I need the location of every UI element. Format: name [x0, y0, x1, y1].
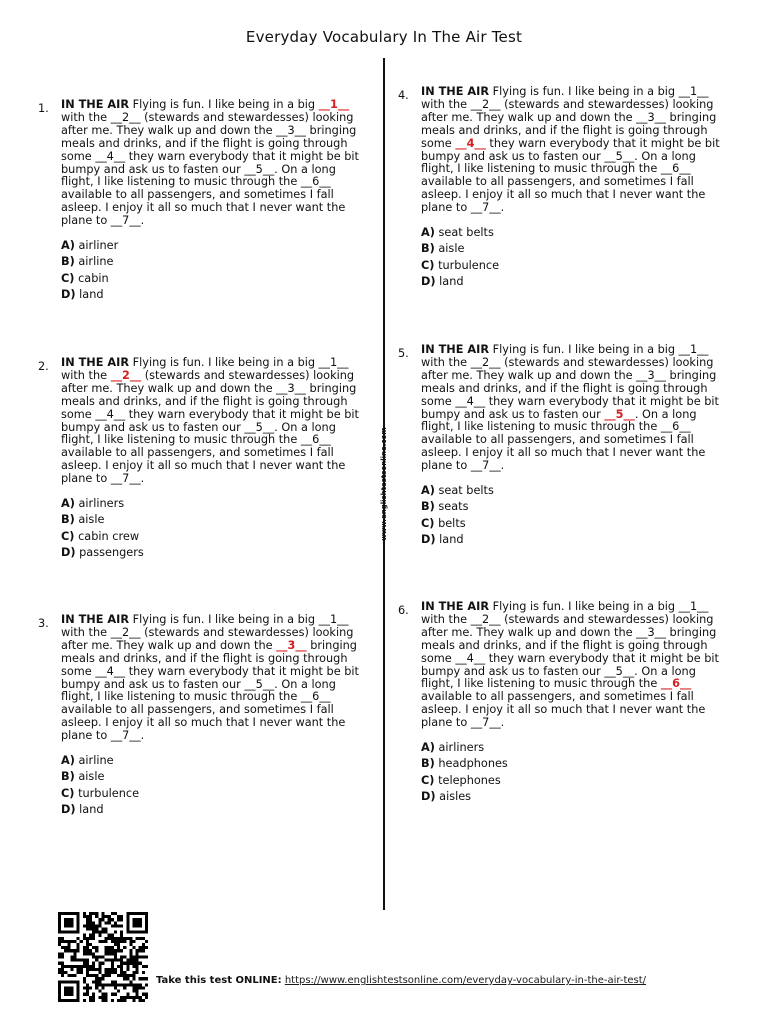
answer-option[interactable] — [61, 802, 371, 818]
blank: __2__ — [110, 625, 141, 639]
blank: __3__ — [276, 381, 306, 395]
highlighted-blank: __1__ — [318, 98, 350, 111]
option-letter: D) — [61, 288, 76, 302]
question-4 — [398, 85, 731, 291]
question-5 — [398, 343, 731, 549]
option-letter: B) — [61, 513, 75, 527]
highlighted-blank: __5__ — [604, 407, 635, 421]
answer-option[interactable] — [61, 512, 371, 528]
blank: __2__ — [470, 97, 501, 111]
answer-options — [61, 753, 371, 819]
blank: __6__ — [660, 162, 691, 176]
passage-fragment: bringing meals and drinks, and if the flight is going through some — [421, 110, 717, 150]
option-letter: B) — [421, 500, 435, 514]
passage-fragment: . — [500, 459, 505, 473]
passage-fragment: . On a long flight, I like listening to music through the — [421, 149, 696, 176]
option-text: land — [439, 275, 464, 289]
highlighted-blank: __6__ — [660, 677, 692, 691]
passage-fragment: (stewards and stewardesses) looking after me. They walk up and down the — [61, 625, 354, 652]
answer-option[interactable] — [61, 271, 371, 287]
question-number: 1. — [38, 102, 49, 115]
passage-fragment: Flying is fun. I like being in a big — [489, 343, 679, 356]
option-letter: D) — [421, 790, 436, 804]
passage-fragment: (stewards and stewardesses) looking after me. They walk up and down the — [421, 97, 714, 124]
passage-fragment: . — [140, 214, 145, 228]
passage-fragment: Flying is fun. I like being in a big — [129, 613, 319, 626]
blank: __1__ — [318, 356, 349, 369]
option-text: aisle — [438, 242, 465, 256]
answer-option[interactable] — [421, 532, 731, 548]
answer-options — [61, 496, 371, 562]
passage-fragment: with the — [61, 110, 111, 124]
passage-fragment: . On a long flight, I like listening to music through the — [421, 407, 697, 434]
passage-fragment: bringing meals and drinks, and if the flight is going through some — [61, 381, 357, 421]
blank: __7__ — [470, 716, 501, 730]
passage-fragment: with the — [421, 97, 471, 111]
passage-heading: IN THE AIR — [61, 613, 130, 626]
side-watermark-url: www.englishtestsonline.com — [380, 427, 388, 541]
passage-heading: IN THE AIR — [61, 98, 130, 111]
option-text: airliner — [78, 239, 119, 253]
footer-online — [156, 975, 646, 986]
answer-option[interactable] — [61, 545, 371, 561]
passage-fragment: with the — [421, 355, 471, 369]
answer-option[interactable] — [421, 274, 731, 290]
option-letter: D) — [61, 803, 76, 817]
blank: __5__ — [604, 664, 635, 678]
option-letter: B) — [61, 255, 75, 269]
option-letter: A) — [61, 754, 75, 768]
option-letter: A) — [61, 497, 75, 511]
blank: __4__ — [95, 664, 126, 678]
passage-fragment: available to all passengers, and sometimes I fall asleep. I enjoy it all so much that I never want the plane to — [421, 175, 706, 215]
passage-fragment: . On a long flight, I like listening to music through the — [421, 664, 696, 691]
answer-option[interactable] — [421, 516, 731, 532]
option-text: land — [79, 803, 104, 817]
option-letter: A) — [61, 239, 75, 253]
question-number: 2. — [38, 360, 49, 373]
option-text: passengers — [79, 546, 144, 560]
option-text: turbulence — [438, 258, 500, 272]
passage-fragment: (stewards and stewardesses) looking after me. They walk up and down the — [421, 612, 714, 639]
question-number: 6. — [398, 604, 409, 617]
answer-option[interactable] — [61, 786, 371, 802]
answer-option[interactable] — [61, 254, 371, 270]
option-text: aisles — [439, 790, 472, 804]
blank: __7__ — [110, 472, 141, 486]
passage-fragment: with the — [61, 368, 111, 382]
blank: __2__ — [470, 355, 501, 369]
option-letter: B) — [61, 770, 75, 784]
passage-fragment: available to all passengers, and sometimes I fall asleep. I enjoy it all so much that I never want the plane to — [421, 690, 706, 730]
passage-fragment: . On a long flight, I like listening to music through the — [61, 677, 336, 704]
passage-fragment: . — [140, 472, 145, 486]
passage-heading: IN THE AIR — [421, 600, 490, 613]
passage-fragment: (stewards and stewardesses) looking after me. They walk up and down the — [421, 355, 714, 382]
option-text: belts — [438, 516, 466, 530]
answer-option[interactable] — [421, 773, 731, 789]
option-letter: C) — [421, 258, 435, 272]
option-letter: C) — [61, 786, 75, 800]
question-number: 3. — [38, 617, 49, 630]
question-1 — [38, 98, 371, 304]
passage-fragment: (stewards and stewardesses) looking after me. They walk up and down the — [61, 368, 355, 395]
answer-option[interactable] — [61, 238, 371, 254]
blank: __7__ — [110, 214, 141, 228]
passage-text — [61, 614, 371, 743]
blank: __7__ — [110, 729, 141, 743]
answer-option[interactable] — [421, 483, 731, 499]
answer-options — [421, 740, 731, 806]
blank: __2__ — [110, 110, 141, 124]
blank: __6__ — [300, 433, 331, 447]
page-title: Everyday Vocabulary In The Air Test — [245, 28, 523, 46]
option-letter: A) — [421, 226, 435, 240]
blank: __4__ — [455, 394, 486, 408]
answer-option[interactable] — [61, 287, 371, 303]
option-text: headphones — [438, 757, 508, 771]
blank: __1__ — [678, 600, 709, 613]
passage-fragment: Flying is fun. I like being in a big — [489, 600, 679, 613]
footer-label: Take this test ONLINE: — [156, 975, 282, 986]
passage-fragment: they warn everybody that it might be bit bumpy and ask us to fasten our — [61, 407, 359, 434]
passage-text — [61, 357, 371, 486]
option-letter: C) — [61, 529, 75, 543]
blank: __2__ — [470, 612, 501, 626]
option-text: airliners — [438, 741, 485, 755]
question-number: 4. — [398, 89, 409, 102]
blank: __5__ — [244, 162, 275, 176]
blank: __7__ — [470, 201, 501, 215]
blank: __6__ — [300, 175, 331, 189]
option-text: turbulence — [78, 786, 140, 800]
passage-heading: IN THE AIR — [61, 356, 130, 369]
option-letter: B) — [421, 242, 435, 256]
passage-fragment: available to all passengers, and sometimes I fall asleep. I enjoy it all so much that I never want the plane to — [421, 433, 706, 473]
blank: __3__ — [636, 110, 666, 124]
blank: __7__ — [470, 459, 501, 473]
question-6 — [398, 600, 731, 806]
passage-text — [421, 86, 731, 215]
blank: __1__ — [678, 343, 709, 356]
blank: __5__ — [244, 677, 275, 691]
qr-code-icon — [58, 912, 148, 1002]
option-letter: D) — [421, 533, 436, 547]
blank: __3__ — [636, 625, 666, 639]
passage-fragment: they warn everybody that it might be bit bumpy and ask us to fasten our — [421, 394, 719, 421]
option-text: seat belts — [438, 484, 494, 498]
passage-fragment: bringing meals and drinks, and if the flight is going through some — [61, 123, 357, 163]
passage-fragment: available to all passengers, and sometimes I fall asleep. I enjoy it all so much that I never want the plane to — [61, 188, 346, 228]
passage-text — [421, 344, 731, 473]
passage-fragment: (stewards and stewardesses) looking after me. They walk up and down the — [61, 110, 354, 137]
answer-option[interactable] — [421, 499, 731, 515]
passage-fragment: Flying is fun. I like being in a big — [489, 85, 679, 98]
passage-fragment: . — [500, 716, 505, 730]
blank: __4__ — [95, 407, 126, 421]
option-letter: D) — [421, 275, 436, 289]
blank: __5__ — [604, 149, 635, 163]
option-text: telephones — [438, 773, 501, 787]
blank: __4__ — [95, 149, 126, 163]
passage-fragment: with the — [61, 625, 111, 639]
passage-fragment: they warn everybody that it might be bit bumpy and ask us to fasten our — [61, 149, 359, 176]
blank: __1__ — [318, 613, 349, 626]
answer-option[interactable] — [421, 225, 731, 241]
option-text: airline — [78, 255, 114, 269]
answer-option[interactable] — [421, 740, 731, 756]
answer-options — [421, 483, 731, 549]
answer-options — [421, 225, 731, 291]
option-text: airline — [78, 754, 114, 768]
answer-option[interactable] — [421, 756, 731, 772]
answer-option[interactable] — [61, 753, 371, 769]
answer-options — [61, 238, 371, 304]
question-2 — [38, 356, 371, 562]
passage-fragment: they warn everybody that it might be bit bumpy and ask us to fasten our — [61, 664, 359, 691]
passage-fragment: they warn everybody that it might be bit bumpy and ask us to fasten our — [421, 651, 719, 678]
question-3 — [38, 613, 371, 819]
option-letter: C) — [421, 516, 435, 530]
footer-link[interactable]: https://www.englishtestsonline.com/everyday-vocabulary-in-the-air-test/ — [284, 975, 647, 986]
blank: __3__ — [636, 368, 666, 382]
passage-heading: IN THE AIR — [421, 85, 490, 98]
passage-text — [61, 99, 371, 228]
answer-option[interactable] — [61, 529, 371, 545]
option-text: land — [79, 288, 104, 302]
answer-option[interactable] — [61, 496, 371, 512]
passage-fragment: bringing meals and drinks, and if the flight is going through some — [61, 638, 357, 678]
passage-heading: IN THE AIR — [421, 343, 490, 356]
option-letter: C) — [61, 271, 75, 285]
option-letter: D) — [61, 546, 76, 560]
highlighted-blank: __4__ — [455, 136, 486, 150]
passage-fragment: Flying is fun. I like being in a big — [129, 98, 319, 111]
passage-fragment: bringing meals and drinks, and if the flight is going through some — [421, 625, 717, 665]
option-text: aisle — [78, 513, 105, 527]
passage-fragment: . On a long flight, I like listening to music through the — [61, 162, 336, 189]
blank: __5__ — [244, 420, 275, 434]
question-number: 5. — [398, 347, 409, 360]
option-text: seats — [438, 500, 469, 514]
option-letter: A) — [421, 741, 435, 755]
passage-fragment: available to all passengers, and sometimes I fall asleep. I enjoy it all so much that I never want the plane to — [61, 446, 346, 486]
highlighted-blank: __2__ — [110, 368, 142, 382]
blank: __3__ — [276, 123, 306, 137]
passage-fragment: . On a long flight, I like listening to music through the — [61, 420, 336, 447]
highlighted-blank: __3__ — [276, 638, 307, 652]
option-text: aisle — [78, 770, 105, 784]
passage-fragment: available to all passengers, and sometimes I fall asleep. I enjoy it all so much that I never want the plane to — [61, 703, 346, 743]
answer-option[interactable] — [421, 789, 731, 805]
passage-fragment: with the — [421, 612, 471, 626]
answer-option[interactable] — [61, 769, 371, 785]
passage-fragment: Flying is fun. I like being in a big — [129, 356, 319, 369]
blank: __1__ — [678, 85, 709, 98]
option-text: land — [439, 533, 464, 547]
answer-option[interactable] — [421, 241, 731, 257]
blank: __6__ — [660, 420, 691, 434]
passage-fragment: . — [140, 729, 145, 743]
blank: __4__ — [455, 651, 486, 665]
option-text: seat belts — [438, 226, 494, 240]
passage-fragment: they warn everybody that it might be bit bumpy and ask us to fasten our — [421, 136, 720, 163]
passage-text — [421, 601, 731, 730]
option-letter: A) — [421, 484, 435, 498]
option-text: cabin crew — [78, 529, 140, 543]
passage-fragment: bringing meals and drinks, and if the flight is going through some — [421, 368, 717, 408]
option-text: airliners — [78, 497, 125, 511]
option-text: cabin — [78, 271, 109, 285]
answer-option[interactable] — [421, 258, 731, 274]
blank: __6__ — [300, 690, 331, 704]
option-letter: B) — [421, 757, 435, 771]
option-letter: C) — [421, 773, 435, 787]
passage-fragment: . — [500, 201, 505, 215]
